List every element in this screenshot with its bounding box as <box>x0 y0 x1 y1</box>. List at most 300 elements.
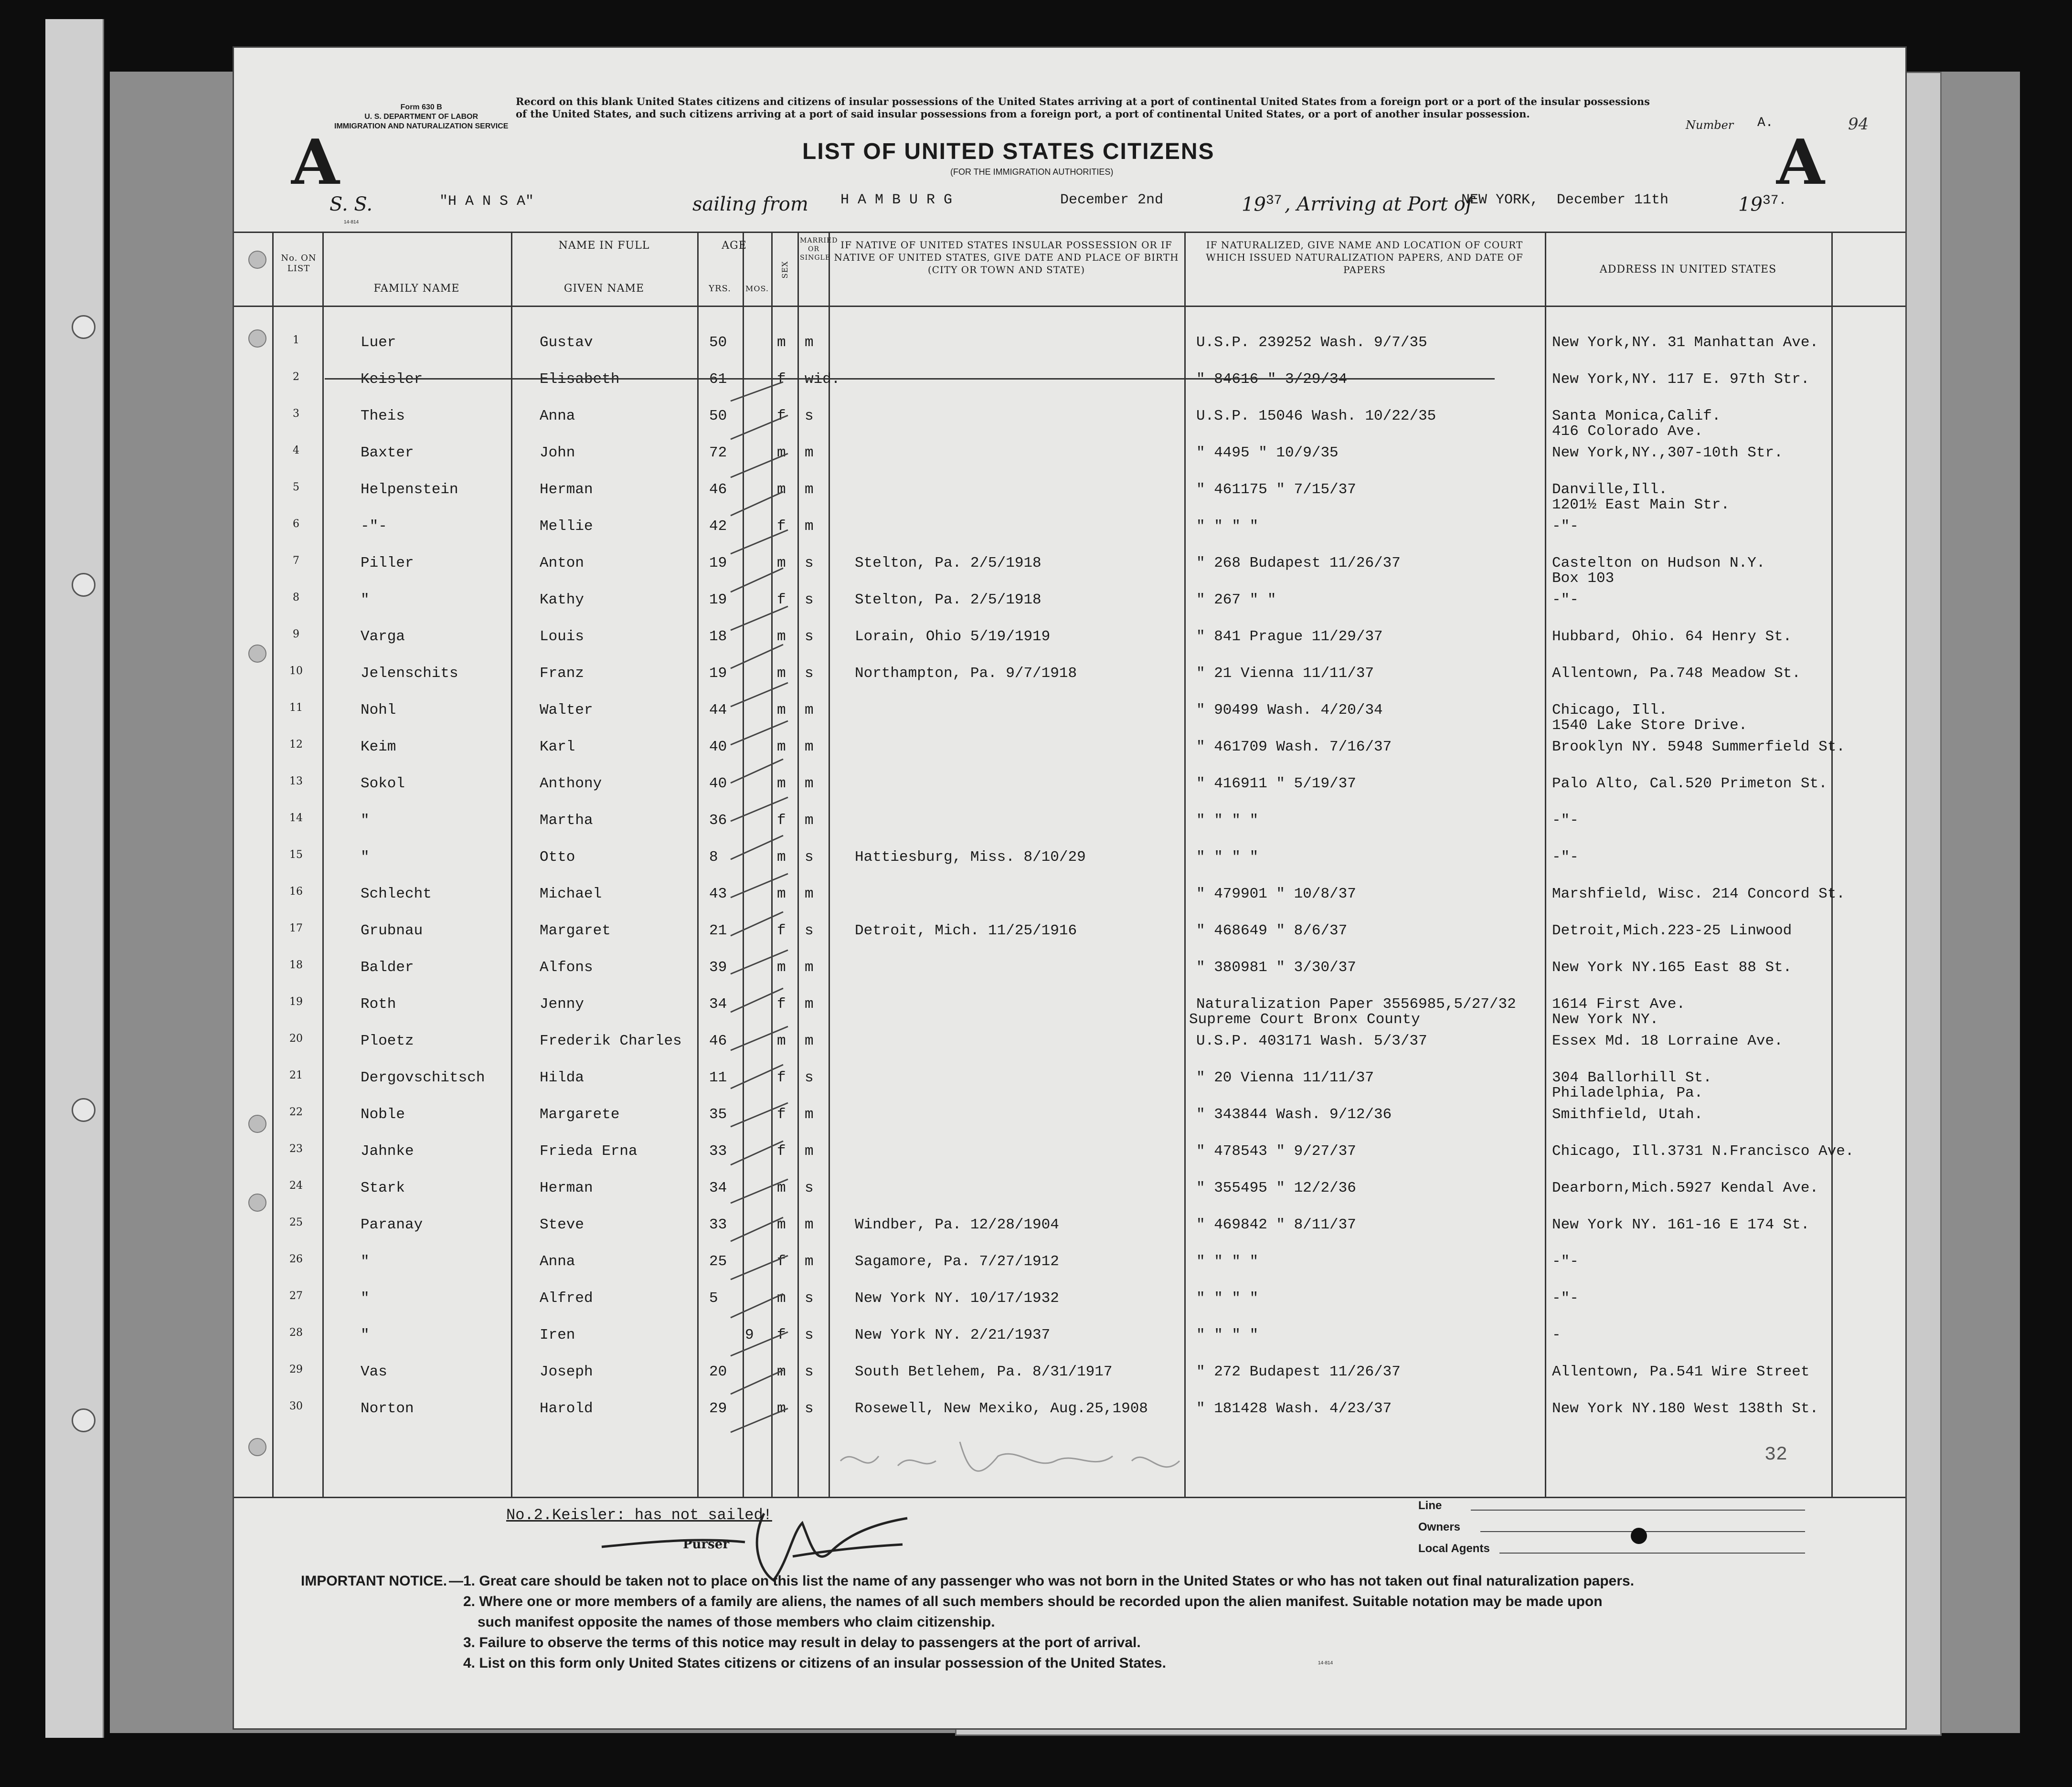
address: Allentown, Pa.541 Wire Street <box>1552 1364 1810 1380</box>
address: -"- <box>1552 849 1579 866</box>
header-native: IF NATIVE OF UNITED STATES INSULAR POSSESSION OR IF NATIVE OF UNITED STATES, GIVE DATE AND PLACE OF BIRTH (CITY OR TOWN AND STATE) <box>834 239 1179 275</box>
form-subtitle: (FOR THE IMMIGRATION AUTHORITIES) <box>950 167 1114 177</box>
owners-label: Owners <box>1418 1521 1461 1533</box>
birth-info: Northampton, Pa. 9/7/1918 <box>855 665 1077 682</box>
sex: m <box>777 1216 786 1233</box>
ship-name: "H A N S A" <box>439 193 534 210</box>
birth-info: Detroit, Mich. 11/25/1916 <box>855 922 1077 939</box>
marital-status: s <box>805 1400 814 1417</box>
punch-hole <box>248 1438 266 1456</box>
ss-label: S. S. <box>329 193 373 215</box>
naturalization-info: " 380981 " 3/30/37 <box>1196 959 1356 976</box>
family-name: Schlecht <box>361 886 432 902</box>
sex: m <box>777 959 786 976</box>
marital-status: m <box>805 518 814 535</box>
depart-year <box>1242 193 1282 215</box>
birth-info: Sagamore, Pa. 7/27/1912 <box>855 1253 1059 1270</box>
address: -"- <box>1552 518 1579 535</box>
col-rule <box>1545 232 1546 1497</box>
col-rule <box>1831 232 1833 1497</box>
family-name: Norton <box>361 1400 414 1417</box>
row-number: 22 <box>289 1106 303 1118</box>
header-yrs: YRS. <box>709 284 731 294</box>
marital-status: s <box>805 555 814 571</box>
address: Santa Monica,Calif. <box>1552 408 1721 424</box>
marital-status: m <box>805 812 814 829</box>
sex: m <box>777 849 786 866</box>
address: Brooklyn NY. 5948 Summerfield St. <box>1552 739 1845 755</box>
age-years: 8 <box>709 849 718 866</box>
age-years: 39 <box>709 959 727 976</box>
sex: f <box>777 996 786 1013</box>
family-name: -"- <box>361 518 387 535</box>
year-prefix: 19 <box>1738 193 1763 216</box>
row-number: 8 <box>293 592 299 603</box>
keisler-note: No.2.Keisler: has not sailed! <box>506 1506 772 1524</box>
arrive-date: December 11th <box>1557 192 1669 208</box>
naturalization-info: U.S.P. 403171 Wash. 5/3/37 <box>1196 1033 1427 1049</box>
address-line-2: 1201½ East Main Str. <box>1552 497 1730 513</box>
birth-info: South Betlehem, Pa. 8/31/1917 <box>855 1364 1113 1380</box>
sailing-label: sailing from <box>692 193 808 215</box>
age-years: 34 <box>709 996 727 1013</box>
row-number: 26 <box>289 1253 303 1265</box>
punch-hole <box>248 645 266 663</box>
marital-status: m <box>805 996 814 1013</box>
naturalization-info: " 267 " " <box>1196 592 1276 608</box>
tally-number: 32 <box>1764 1444 1788 1466</box>
sex: m <box>777 886 786 902</box>
family-name: " <box>361 812 370 829</box>
notice-item-1: —1. Great care should be taken not to place on this list the name of any passenger who was not born in the United States or who has not taken out final naturalization papers. <box>449 1573 1635 1589</box>
address: Danville,Ill. <box>1552 481 1668 498</box>
address-line-2: New York NY. <box>1552 1011 1659 1028</box>
pencil-annotation <box>836 1432 1265 1499</box>
address: Palo Alto, Cal.520 Primeton St. <box>1552 775 1828 792</box>
row-number: 21 <box>289 1069 303 1081</box>
row-number: 12 <box>289 739 303 751</box>
sex: f <box>777 1327 786 1343</box>
family-name: Varga <box>361 628 405 645</box>
row-number: 15 <box>289 849 303 861</box>
arrive-year <box>1738 193 1786 215</box>
age-years: 33 <box>709 1143 727 1160</box>
address: Allentown, Pa.748 Meadow St. <box>1552 665 1801 682</box>
family-name: Sokol <box>361 775 405 792</box>
row-number: 7 <box>293 555 299 567</box>
table-header-rule <box>234 306 1905 307</box>
address: New York NY.180 West 138th St. <box>1552 1400 1819 1417</box>
family-name: " <box>361 1290 370 1307</box>
header-family-name: FAMILY NAME <box>373 283 460 295</box>
marital-status: wid. <box>805 371 840 388</box>
given-name: Hilda <box>540 1069 584 1086</box>
binder-hole <box>72 573 96 597</box>
birth-info: Stelton, Pa. 2/5/1918 <box>855 592 1041 608</box>
naturalization-info: " 343844 Wash. 9/12/36 <box>1196 1106 1392 1123</box>
address: Essex Md. 18 Lorraine Ave. <box>1552 1033 1783 1049</box>
arrive-year-value: 37. <box>1762 193 1787 208</box>
family-name: " <box>361 592 370 608</box>
header-naturalized: IF NATURALIZED, GIVE NAME AND LOCATION OF COURT WHICH ISSUED NATURALIZATION PAPERS, AND DATE OF PAPERS <box>1206 239 1523 275</box>
marital-status: m <box>805 1106 814 1123</box>
binder-hole <box>72 315 96 339</box>
naturalization-info: " " " " <box>1196 1290 1259 1307</box>
marital-status: s <box>805 1290 814 1307</box>
address: Detroit,Mich.223-25 Linwood <box>1552 922 1792 939</box>
age-years: 19 <box>709 592 727 608</box>
marital-status: s <box>805 408 814 424</box>
family-name: Roth <box>361 996 396 1013</box>
port-to: NEW YORK, <box>1461 192 1539 208</box>
line-field <box>1471 1510 1805 1511</box>
address: 1614 First Ave. <box>1552 996 1686 1013</box>
row-number: 10 <box>289 665 303 677</box>
row-number: 23 <box>289 1143 303 1155</box>
age-years: 21 <box>709 922 727 939</box>
marital-status: s <box>805 628 814 645</box>
sex: f <box>777 1253 786 1270</box>
age-years: 18 <box>709 628 727 645</box>
family-name: Dergovschitsch <box>361 1069 485 1086</box>
age-years: 33 <box>709 1216 727 1233</box>
given-name: Alfred <box>540 1290 593 1307</box>
marital-status: m <box>805 775 814 792</box>
address: New York NY.165 East 88 St. <box>1552 959 1792 976</box>
family-name: Noble <box>361 1106 405 1123</box>
row-number: 16 <box>289 886 303 898</box>
age-years: 44 <box>709 702 727 719</box>
naturalization-info: " " " " <box>1196 812 1259 829</box>
row-number: 9 <box>293 628 299 640</box>
depart-year-value: 37 <box>1265 193 1282 208</box>
family-name: Theis <box>361 408 405 424</box>
address: -"- <box>1552 592 1579 608</box>
given-name: John <box>540 444 575 461</box>
marital-status: m <box>805 739 814 755</box>
col-rule <box>511 232 512 1497</box>
age-years: 50 <box>709 334 727 351</box>
address-line-2: Box 103 <box>1552 570 1615 587</box>
naturalization-info: " 84616 " 3/29/34 <box>1196 371 1348 388</box>
address-line-2: Philadelphia, Pa. <box>1552 1085 1703 1101</box>
form-department: U. S. DEPARTMENT OF LABOR <box>364 113 478 121</box>
marital-status: m <box>805 1253 814 1270</box>
form-code: 14-814 <box>1318 1660 1333 1666</box>
port-from: H A M B U R G <box>840 192 953 208</box>
given-name: Herman <box>540 1180 593 1196</box>
address: New York,NY.,307-10th Str. <box>1552 444 1783 461</box>
sex: m <box>777 739 786 755</box>
naturalization-info: " 20 Vienna 11/11/37 <box>1196 1069 1374 1086</box>
age-years: 35 <box>709 1106 727 1123</box>
address: Chicago, Ill.3731 N.Francisco Ave. <box>1552 1143 1854 1160</box>
sex: f <box>777 371 786 388</box>
sex: m <box>777 1290 786 1307</box>
marital-status: s <box>805 1327 814 1343</box>
age-years: 72 <box>709 444 727 461</box>
given-name: Anton <box>540 555 584 571</box>
family-name: Ploetz <box>361 1033 414 1049</box>
age-years: 29 <box>709 1400 727 1417</box>
line-label: Line <box>1418 1499 1442 1512</box>
family-name: Keisler <box>361 371 423 388</box>
row-number: 25 <box>289 1216 303 1228</box>
address-line-2: 1540 Lake Store Drive. <box>1552 717 1748 734</box>
birth-info: Stelton, Pa. 2/5/1918 <box>855 555 1041 571</box>
given-name: Louis <box>540 628 584 645</box>
notice-item-2: 2. Where one or more members of a family are aliens, the names of all such members should be recorded upon the alien manifest. Suitable notation may be made upon <box>463 1594 1603 1609</box>
naturalization-info: " 272 Budapest 11/26/37 <box>1196 1364 1401 1380</box>
address: Smithfield, Utah. <box>1552 1106 1703 1123</box>
naturalization-info: U.S.P. 239252 Wash. 9/7/35 <box>1196 334 1427 351</box>
header-given-name: GIVEN NAME <box>563 283 645 295</box>
row-number: 18 <box>289 959 303 971</box>
given-name: Franz <box>540 665 584 682</box>
naturalization-info: " 461709 Wash. 7/16/37 <box>1196 739 1392 755</box>
naturalization-info: " 21 Vienna 11/11/37 <box>1196 665 1374 682</box>
ink-blot <box>1631 1528 1647 1544</box>
naturalization-info: " 181428 Wash. 4/23/37 <box>1196 1400 1392 1417</box>
age-years: 61 <box>709 371 727 388</box>
family-name: Vas <box>361 1364 387 1380</box>
marital-status: s <box>805 1180 814 1196</box>
col-rule <box>697 232 699 1497</box>
address: -"- <box>1552 812 1579 829</box>
given-name: Harold <box>540 1400 593 1417</box>
given-name: Kathy <box>540 592 584 608</box>
marital-status: m <box>805 959 814 976</box>
sex: f <box>777 1106 786 1123</box>
number-label: Number <box>1686 118 1734 132</box>
given-name: Karl <box>540 739 575 755</box>
sex: m <box>777 555 786 571</box>
given-name: Steve <box>540 1216 584 1233</box>
marital-status: m <box>805 444 814 461</box>
sex: m <box>777 1033 786 1049</box>
address: 304 Ballorhill St. <box>1552 1069 1712 1086</box>
big-letter-left: A <box>291 126 340 199</box>
given-name: Iren <box>540 1327 575 1343</box>
sex: m <box>777 334 786 351</box>
family-name: Paranay <box>361 1216 423 1233</box>
form-id <box>334 103 508 131</box>
naturalization-info: " " " " <box>1196 849 1259 866</box>
age-years: 5 <box>709 1290 718 1307</box>
header-name-in-full: NAME IN FULL <box>558 240 650 252</box>
family-name: " <box>361 1327 370 1343</box>
sex: m <box>777 665 786 682</box>
marital-status: m <box>805 1216 814 1233</box>
address: Castelton on Hudson N.Y. <box>1552 555 1765 571</box>
sex: f <box>777 1069 786 1086</box>
header-address: ADDRESS IN UNITED STATES <box>1599 264 1777 275</box>
given-name: Margarete <box>540 1106 620 1123</box>
naturalization-info: " 461175 " 7/15/37 <box>1196 481 1356 498</box>
naturalization-info-line-2: Supreme Court Bronx County <box>1189 1011 1420 1028</box>
given-name: Alfons <box>540 959 593 976</box>
marital-status: m <box>805 886 814 902</box>
arriving-label: , Arriving at Port of <box>1285 193 1473 215</box>
page-number: 94 <box>1848 115 1869 134</box>
family-name: Nohl <box>361 702 396 719</box>
sex: m <box>777 1364 786 1380</box>
marital-status: m <box>805 334 814 351</box>
sex: f <box>777 592 786 608</box>
birth-info: Windber, Pa. 12/28/1904 <box>855 1216 1059 1233</box>
naturalization-info: " 268 Budapest 11/26/37 <box>1196 555 1401 571</box>
age-years: 19 <box>709 555 727 571</box>
naturalization-info: " 416911 " 5/19/37 <box>1196 775 1356 792</box>
address: New York,NY. 117 E. 97th Str. <box>1552 371 1810 388</box>
given-name: Martha <box>540 812 593 829</box>
given-name: Otto <box>540 849 575 866</box>
naturalization-info: " 468649 " 8/6/37 <box>1196 922 1348 939</box>
depart-date: December 2nd <box>1060 192 1164 208</box>
given-name: Frieda Erna <box>540 1143 638 1160</box>
address: New York,NY. 31 Manhattan Ave. <box>1552 334 1819 351</box>
row-number: 2 <box>293 371 299 383</box>
naturalization-info: " 841 Prague 11/29/37 <box>1196 628 1383 645</box>
header-mos: MOS. <box>745 284 769 293</box>
given-name: Anthony <box>540 775 602 792</box>
age-years: 46 <box>709 481 727 498</box>
age-months: 9 <box>745 1327 754 1343</box>
marital-status: s <box>805 1069 814 1086</box>
sex: f <box>777 922 786 939</box>
sex: m <box>777 1400 786 1417</box>
header-age: AGE <box>722 240 747 252</box>
given-name: Jenny <box>540 996 584 1013</box>
marital-status: s <box>805 849 814 866</box>
header-sex: SEX <box>780 261 789 279</box>
family-name: Keim <box>361 739 396 755</box>
given-name: Margaret <box>540 922 611 939</box>
tick-marks <box>721 363 817 1490</box>
given-name: Walter <box>540 702 593 719</box>
row-number: 14 <box>289 812 303 824</box>
row-number: 6 <box>293 518 299 530</box>
row-number: 13 <box>289 775 303 787</box>
naturalization-info: " " " " <box>1196 518 1259 535</box>
given-name: Herman <box>540 481 593 498</box>
age-years: 34 <box>709 1180 727 1196</box>
form-service: IMMIGRATION AND NATURALIZATION SERVICE <box>334 122 509 130</box>
binder-hole <box>72 1408 96 1432</box>
given-name: Joseph <box>540 1364 593 1380</box>
back-sheet-left <box>45 19 104 1738</box>
col-rule <box>272 232 274 1497</box>
sex: f <box>777 408 786 424</box>
address: -"- <box>1552 1253 1579 1270</box>
sex: m <box>777 481 786 498</box>
year-prefix: 19 <box>1242 193 1266 216</box>
row-number: 4 <box>293 444 299 456</box>
row-number: 29 <box>289 1364 303 1375</box>
strikethrough-row-2 <box>325 378 1495 380</box>
family-name: Helpenstein <box>361 481 458 498</box>
punch-hole <box>248 329 266 348</box>
address: Hubbard, Ohio. 64 Henry St. <box>1552 628 1792 645</box>
row-number: 5 <box>293 481 299 493</box>
given-name: Elisabeth <box>540 371 620 388</box>
table-top-rule <box>234 232 1905 233</box>
age-years: 25 <box>709 1253 727 1270</box>
family-name: Jelenschits <box>361 665 458 682</box>
marital-status: s <box>805 665 814 682</box>
row-number: 27 <box>289 1290 303 1302</box>
row-number: 30 <box>289 1400 303 1412</box>
naturalization-info: " " " " <box>1196 1327 1259 1343</box>
number-value: A. <box>1757 116 1774 130</box>
naturalization-info: " " " " <box>1196 1253 1259 1270</box>
sex: f <box>777 1143 786 1160</box>
sex: m <box>777 775 786 792</box>
family-name: Baxter <box>361 444 414 461</box>
naturalization-info: " 355495 " 12/2/36 <box>1196 1180 1356 1196</box>
punch-hole <box>248 1115 266 1133</box>
sex: m <box>777 702 786 719</box>
marital-status: s <box>805 1364 814 1380</box>
row-number: 1 <box>293 334 299 346</box>
marital-status: m <box>805 481 814 498</box>
marital-status: s <box>805 592 814 608</box>
family-name: Luer <box>361 334 396 351</box>
sex: f <box>777 812 786 829</box>
family-name: " <box>361 1253 370 1270</box>
address: Marshfield, Wisc. 214 Concord St. <box>1552 886 1845 902</box>
sex: m <box>777 444 786 461</box>
manifest-page <box>234 48 1905 1728</box>
row-number: 28 <box>289 1327 303 1339</box>
address: Chicago, Ill. <box>1552 702 1668 719</box>
sex: f <box>777 518 786 535</box>
notice-item-3: 3. Failure to observe the terms of this notice may result in delay to passengers at the port of arrival. <box>463 1635 1141 1650</box>
naturalization-info: " 469842 " 8/11/37 <box>1196 1216 1356 1233</box>
birth-info: Rosewell, New Mexiko, Aug.25,1908 <box>855 1400 1148 1417</box>
form-number: Form 630 B <box>400 103 442 111</box>
family-name: " <box>361 849 370 866</box>
family-name: Stark <box>361 1180 405 1196</box>
sex: m <box>777 628 786 645</box>
given-name: Anna <box>540 1253 575 1270</box>
address: Dearborn,Mich.5927 Kendal Ave. <box>1552 1180 1819 1196</box>
given-name: Frederik Charles <box>540 1033 682 1049</box>
family-name: Jahnke <box>361 1143 414 1160</box>
age-years: 36 <box>709 812 727 829</box>
address: New York NY. 161-16 E 174 St. <box>1552 1216 1810 1233</box>
row-number: 19 <box>289 996 303 1008</box>
form-title: LIST OF UNITED STATES CITIZENS <box>802 139 1215 164</box>
address-line-2: 416 Colorado Ave. <box>1552 423 1703 440</box>
marital-status: m <box>805 702 814 719</box>
birth-info: Lorain, Ohio 5/19/1919 <box>855 628 1051 645</box>
row-number: 17 <box>289 922 303 934</box>
big-letter-right: A <box>1776 126 1825 199</box>
birth-info: Hattiesburg, Miss. 8/10/29 <box>855 849 1086 866</box>
col-rule <box>1184 232 1186 1497</box>
age-years: 40 <box>709 775 727 792</box>
binder-hole <box>72 1098 96 1122</box>
naturalization-info: " 478543 " 9/27/37 <box>1196 1143 1356 1160</box>
age-years: 50 <box>709 408 727 424</box>
given-name: Gustav <box>540 334 593 351</box>
printer-code: 14-814 <box>344 220 359 225</box>
form-instructions: Record on this blank United States citizens and citizens of insular possessions of the United States arriving at a port of continental United States from a foreign port or a port of the insular possessions of the United States, and such citizens arriving at a port of said insular possessions from a foreign port, a port of continental United States, or a port of another insular possession. <box>516 95 1650 120</box>
age-years: 40 <box>709 739 727 755</box>
notice-item-4: 4. List on this form only United States citizens or citizens of an insular possession of the United States. <box>463 1655 1166 1671</box>
row-number: 24 <box>289 1180 303 1192</box>
